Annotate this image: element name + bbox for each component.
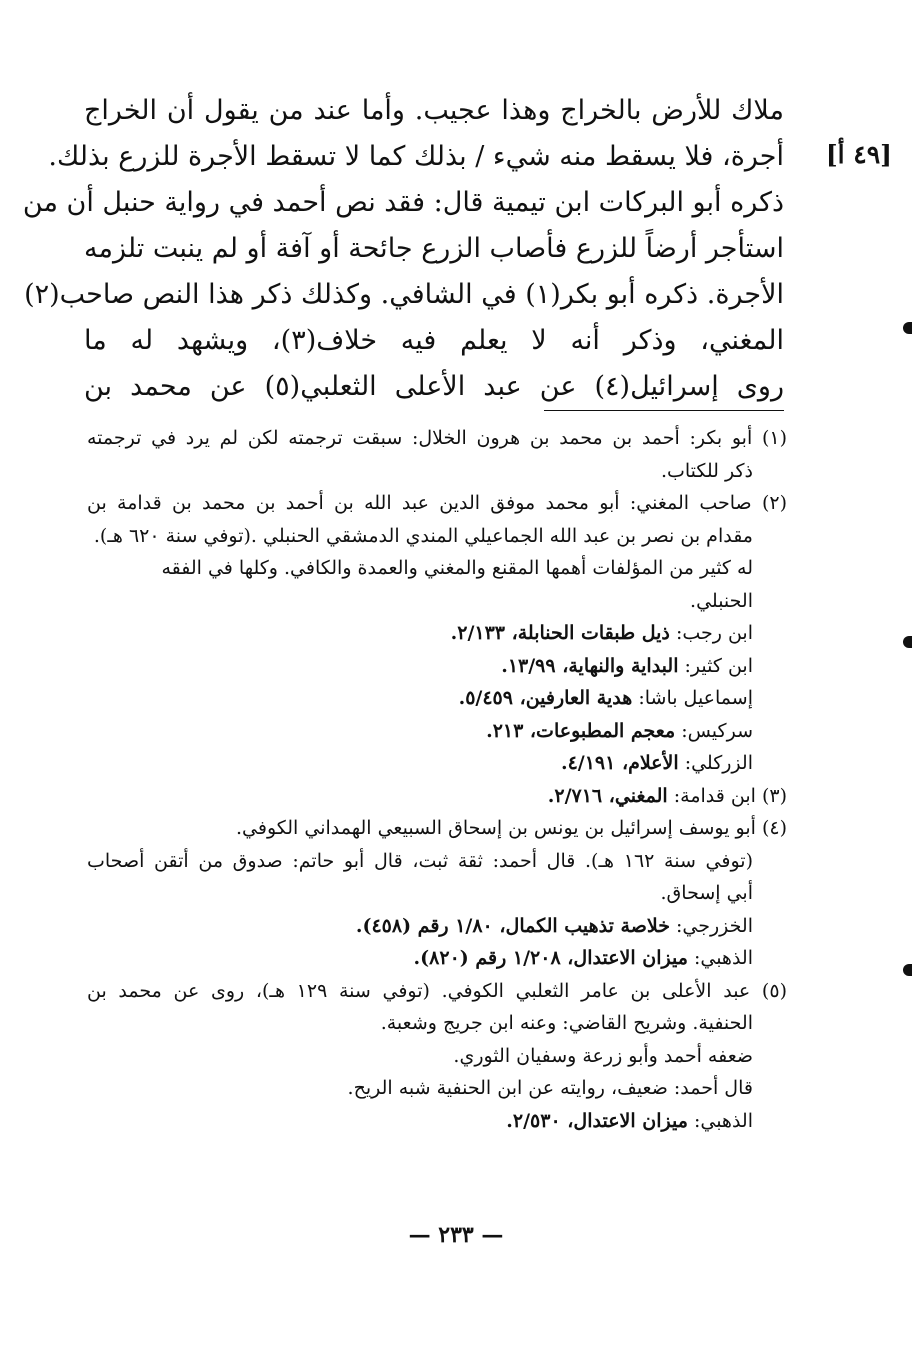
footnote-5-line: الحنفية. وشريح القاضي: وعنه ابن جريج وشعبة. bbox=[380, 1012, 753, 1034]
reference-work: الأعلام، ٤/١٩١. bbox=[560, 752, 679, 774]
footnote-2-line: له كثير من المؤلفات أهمها المقنع والمغني والعمدة والكافي. وكلها في الفقه bbox=[161, 557, 753, 579]
footnote-2-reference bbox=[87, 617, 787, 650]
footnote-5-line: (٥) عبد الأعلى بن عامر الثعلبي الكوفي. (توفي سنة ١٢٩ هـ)، روى عن محمد بن bbox=[87, 979, 787, 1002]
footnote-4-line: (توفي سنة ١٦٢ هـ). قال أحمد: ثقة ثبت، قال أبو حاتم: صدوق من أتقن أصحاب bbox=[87, 849, 753, 872]
main-text-line: روى إسرائيل(٤) عن عبد الأعلى الثعلبي(٥) عن محمد بن bbox=[84, 371, 784, 402]
main-text-line: أجرة، فلا يسقط منه شيء / بذلك كما لا تسقط الأجرة للزرع بذلك. bbox=[48, 141, 784, 172]
page-number: — ٢٣٣ — bbox=[408, 1222, 504, 1248]
footnote-1-line: ذكر للكتاب. bbox=[660, 459, 753, 482]
reference-work: ميزان الاعتدال، ٢/٥٣٠. bbox=[506, 1109, 688, 1132]
reference-author: الذهبي: bbox=[693, 947, 753, 969]
reference-work: معجم المطبوعات، ٢١٣. bbox=[486, 719, 676, 742]
footnote-4-line: أبي إسحاق. bbox=[660, 882, 753, 904]
reference-work: ذيل طبقات الحنابلة، ٢/١٣٣. bbox=[450, 622, 670, 644]
reference-author: ابن رجب: bbox=[675, 622, 753, 644]
reference-work: البداية والنهاية، ١٣/٩٩. bbox=[501, 654, 679, 677]
footnote-2-line: مقدام بن نصر بن عبد الله الجماعيلي المندي الدمشقي الحنبلي .(توفي سنة ٦٢٠ هـ). bbox=[93, 524, 753, 547]
reference-author: الخزرجي: bbox=[676, 914, 753, 937]
reference-author: سركيس: bbox=[681, 719, 753, 742]
reference-work: خلاصة تذهيب الكمال، ١/٨٠ رقم (٤٥٨). bbox=[355, 914, 670, 937]
footnote-3-line bbox=[87, 780, 787, 813]
edge-mark bbox=[903, 636, 912, 648]
main-text-line: الأجرة. ذكره أبو بكر(١) في الشافي. وكذلك ذكر هذا النص صاحب(٢) bbox=[24, 279, 784, 310]
footnotes-block bbox=[87, 422, 787, 1137]
folio-marker: [٤٩ أ] bbox=[825, 140, 892, 169]
reference-work: هدية العارفين، ٥/٤٥٩. bbox=[458, 687, 633, 709]
footnote-2-reference bbox=[87, 650, 787, 683]
main-text-line: ذكره أبو البركات ابن تيمية قال: فقد نص أحمد في رواية حنبل أن من bbox=[22, 187, 784, 218]
edge-mark bbox=[903, 964, 912, 976]
footnote-2-reference bbox=[87, 715, 787, 748]
footnote-4-line: (٤) أبو يوسف إسرائيل بن يونس بن إسحاق السبيعي الهمداني الكوفي. bbox=[235, 817, 787, 839]
footnote-4-reference bbox=[87, 910, 787, 943]
footnote-2-line: الحنبلي. bbox=[690, 589, 753, 612]
footnote-2-reference bbox=[87, 682, 787, 715]
main-text-line: استأجر أرضاً للزرع فأصاب الزرع جائحة أو آفة أو لم ينبت تلزمه bbox=[84, 233, 784, 264]
footnote-separator bbox=[544, 410, 784, 411]
edge-mark bbox=[903, 322, 912, 334]
main-text-line: ملاك للأرض بالخراج وهذا عجيب. وأما عند من يقول أن الخراج bbox=[84, 95, 784, 126]
main-text-block bbox=[22, 88, 784, 410]
footnote-2-reference bbox=[87, 747, 787, 780]
footnote-4-reference bbox=[87, 942, 787, 975]
reference-work: المغني، ٢/٧١٦. bbox=[547, 784, 668, 807]
footnote-5-reference bbox=[87, 1105, 787, 1138]
reference-author: الزركلي: bbox=[684, 752, 753, 774]
reference-author: الذهبي: bbox=[693, 1109, 753, 1132]
footnote-5-line: قال أحمد: ضعيف، روايته عن ابن الحنفية شبه الريح. bbox=[347, 1077, 753, 1099]
reference-author: ابن كثير: bbox=[684, 654, 753, 677]
footnote-1-line: (١) أبو بكر: أحمد بن محمد بن هرون الخلال: سبقت ترجمته لكن لم يرد في ترجمته bbox=[87, 427, 787, 449]
reference-author: (٣) ابن قدامة: bbox=[673, 784, 787, 807]
reference-author: إسماعيل باشا: bbox=[638, 687, 753, 709]
main-text-line: المغني، وذكر أنه لا يعلم فيه خلاف(٣)، ويشهد له ما bbox=[84, 325, 784, 356]
footnote-2-line: (٢) صاحب المغني: أبو محمد موفق الدين عبد الله بن أحمد بن محمد بن قدامة بن bbox=[87, 492, 787, 514]
reference-work: ميزان الاعتدال، ١/٢٠٨ رقم (٨٢٠). bbox=[413, 947, 688, 969]
footnote-5-line: ضعفه أحمد وأبو زرعة وسفيان الثوري. bbox=[453, 1044, 753, 1067]
